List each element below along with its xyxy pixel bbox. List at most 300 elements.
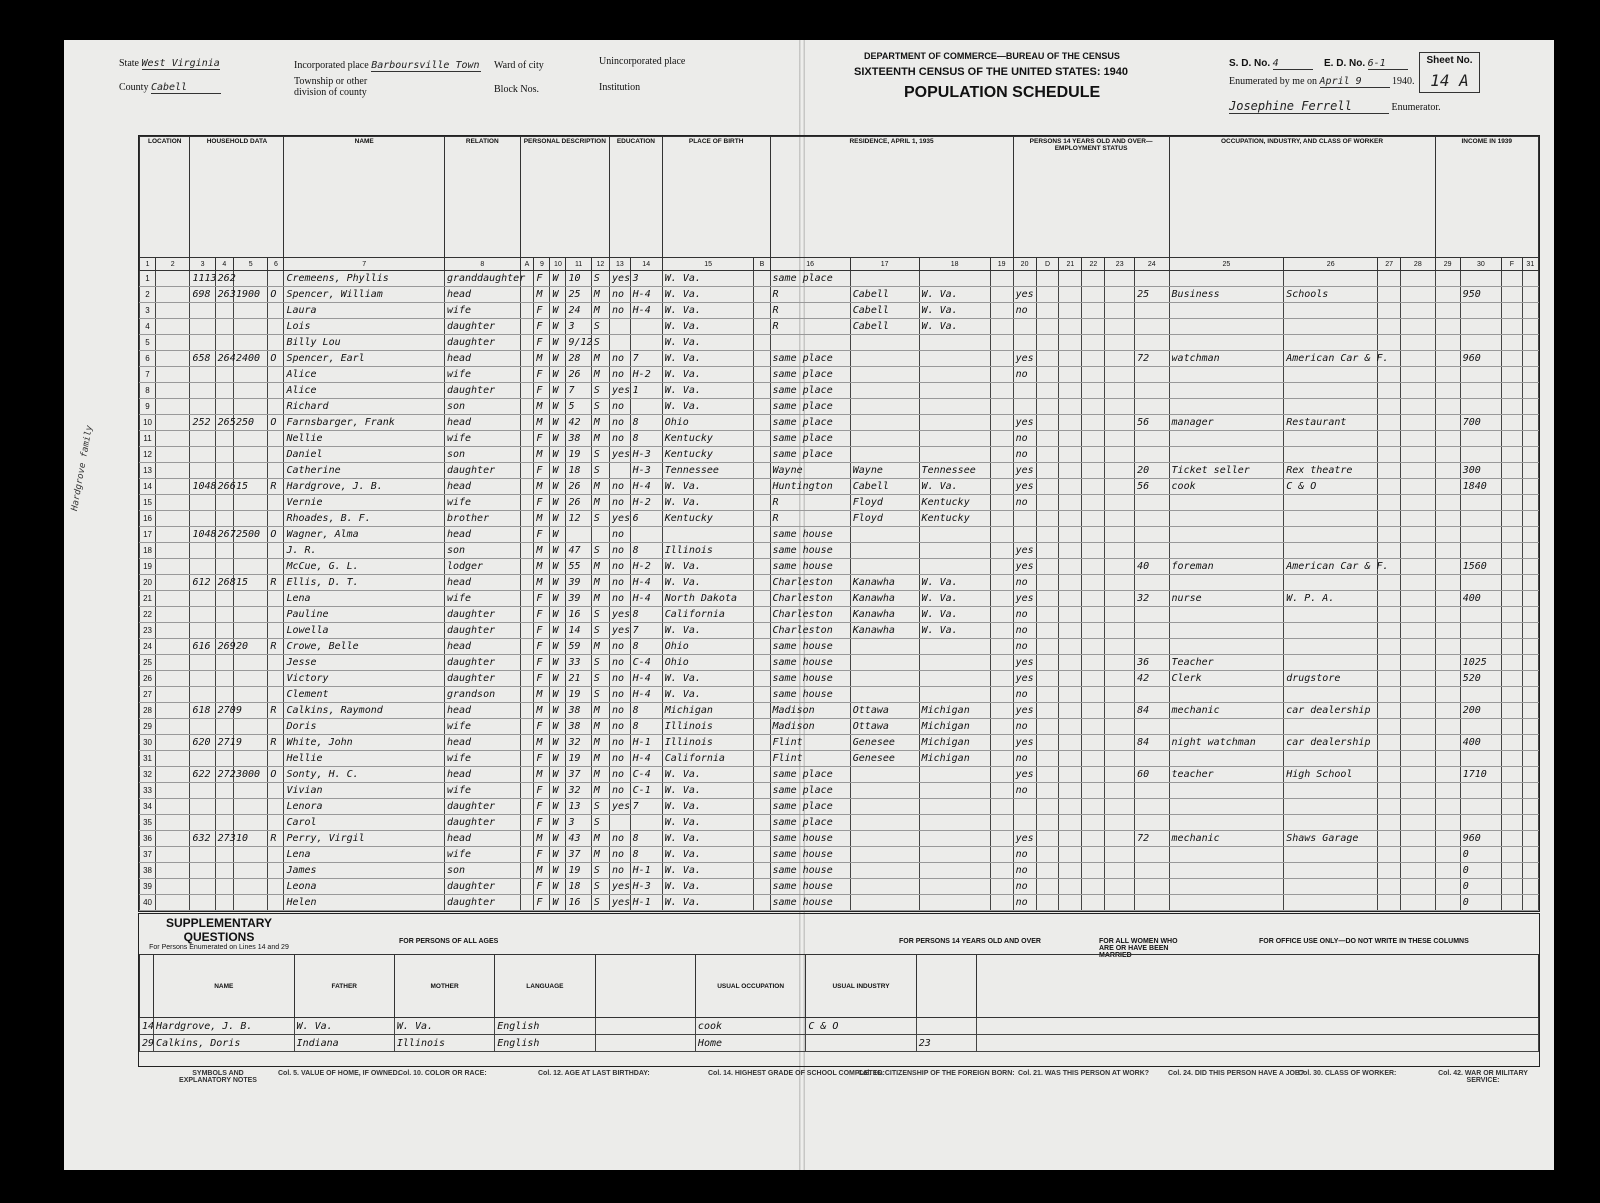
- cell-name: Vivian: [284, 783, 445, 799]
- cell-empty: [1502, 767, 1523, 783]
- cell-race: W: [550, 831, 566, 847]
- cell-age: 39: [566, 575, 591, 591]
- cell-empty: [1435, 799, 1460, 815]
- margin-note: Hardgrove family: [70, 424, 95, 512]
- cell-birth: California: [662, 607, 754, 623]
- cell-race: W: [550, 655, 566, 671]
- column-number: 11: [566, 258, 591, 271]
- note-col42: Col. 42. WAR OR MILITARY SERVICE:: [1438, 1070, 1528, 1084]
- cell-state: [919, 431, 990, 447]
- cell-empty: [1059, 335, 1082, 351]
- cell-empty: [520, 335, 534, 351]
- cell-empty: [520, 415, 534, 431]
- cell-empty: [1105, 815, 1135, 831]
- cell-empty: [1105, 335, 1135, 351]
- cell-empty: [1435, 687, 1460, 703]
- cell-empty: [1378, 623, 1401, 639]
- cell-value: [234, 623, 268, 639]
- cell-empty: [1105, 607, 1135, 623]
- cell-race: W: [550, 751, 566, 767]
- cell-name: Vernie: [284, 495, 445, 511]
- cell-empty: [1059, 607, 1082, 623]
- cell-state: Kentucky: [919, 495, 990, 511]
- cell-empty: [1059, 463, 1082, 479]
- cell-empty: [156, 367, 190, 383]
- cell-ind: [1284, 543, 1378, 559]
- cell-res: Flint: [770, 735, 850, 751]
- cell-state: [919, 671, 990, 687]
- county-value: Cabell: [151, 82, 221, 94]
- cell-rel: daughter: [444, 879, 520, 895]
- group-office: FOR OFFICE USE ONLY—DO NOT WRITE IN THESE COLUMNS: [1259, 938, 1469, 945]
- cell-work: no: [1013, 879, 1036, 895]
- cell-empty: [1435, 559, 1460, 575]
- cell-owned: [268, 303, 284, 319]
- cell-rel: son: [444, 863, 520, 879]
- cell-ind: [1284, 399, 1378, 415]
- cell-empty: [520, 431, 534, 447]
- cell-ind: [1284, 655, 1378, 671]
- cell-empty: [1378, 863, 1401, 879]
- cell-empty: [1502, 639, 1523, 655]
- cell-empty: [1502, 351, 1523, 367]
- cell-empty: [1036, 463, 1059, 479]
- cell-empty: [1522, 607, 1538, 623]
- cell-line: 36: [140, 831, 156, 847]
- cell-age: 21: [566, 671, 591, 687]
- cell-ind: [1284, 799, 1378, 815]
- cell-school: no: [610, 847, 631, 863]
- cell-county: Genesee: [850, 735, 919, 751]
- cell-grade: H-3: [630, 463, 662, 479]
- cell-line: 38: [140, 863, 156, 879]
- cell-mar: M: [591, 591, 609, 607]
- cell-empty: [1401, 575, 1435, 591]
- cell-res: same place: [770, 367, 850, 383]
- cell-empty: [1435, 751, 1460, 767]
- group-all-ages: FOR PERSONS OF ALL AGES: [399, 938, 499, 945]
- cell-empty: [990, 287, 1013, 303]
- cell-res: same place: [770, 815, 850, 831]
- cell-house: 698: [190, 287, 215, 303]
- cell-empty: [1378, 287, 1401, 303]
- cell-empty: [520, 703, 534, 719]
- cell-school: yes: [610, 623, 631, 639]
- cell-name: James: [284, 863, 445, 879]
- cell-value: [234, 399, 268, 415]
- cell-value: 10: [234, 831, 268, 847]
- cell-empty: [1435, 735, 1460, 751]
- cell-hours: 56: [1135, 479, 1169, 495]
- cell-empty: [156, 271, 190, 287]
- cell-occ: [1169, 511, 1284, 527]
- cell-sex: M: [534, 687, 550, 703]
- cell-sex: M: [534, 479, 550, 495]
- cell-empty: [1059, 575, 1082, 591]
- cell-res: Charleston: [770, 575, 850, 591]
- cell-fam: 262: [215, 271, 233, 287]
- cell-owned: [268, 399, 284, 415]
- cell-age: 32: [566, 735, 591, 751]
- cell-empty: [1435, 591, 1460, 607]
- cell-work: no: [1013, 447, 1036, 463]
- cell-income: 700: [1460, 415, 1501, 431]
- supp-cell-occ: cook: [695, 1018, 805, 1035]
- cell-state: W. Va.: [919, 479, 990, 495]
- cell-line: 13: [140, 463, 156, 479]
- cell-res: same place: [770, 783, 850, 799]
- column-number: 7: [284, 258, 445, 271]
- cell-county: [850, 399, 919, 415]
- cell-race: W: [550, 735, 566, 751]
- cell-empty: [156, 831, 190, 847]
- column-number: 6: [268, 258, 284, 271]
- cell-empty: [1105, 351, 1135, 367]
- column-number: 30: [1460, 258, 1501, 271]
- cell-empty: [156, 623, 190, 639]
- cell-ind: [1284, 607, 1378, 623]
- cell-empty: [990, 271, 1013, 287]
- cell-ind: drugstore: [1284, 671, 1378, 687]
- cell-school: [610, 463, 631, 479]
- cell-sex: F: [534, 895, 550, 911]
- cell-empty: [1502, 271, 1523, 287]
- cell-name: Farnsbarger, Frank: [284, 415, 445, 431]
- cell-mar: S: [591, 687, 609, 703]
- cell-name: Lenora: [284, 799, 445, 815]
- cell-empty: [1502, 479, 1523, 495]
- cell-empty: [1036, 527, 1059, 543]
- cell-income: 1840: [1460, 479, 1501, 495]
- cell-birth: W. Va.: [662, 623, 754, 639]
- cell-rel: wife: [444, 591, 520, 607]
- cell-empty: [1036, 895, 1059, 911]
- cell-name: Daniel: [284, 447, 445, 463]
- cell-empty: [1435, 463, 1460, 479]
- census-sheet: [64, 40, 1554, 1170]
- cell-income: [1460, 495, 1501, 511]
- cell-county: Cabell: [850, 479, 919, 495]
- cell-empty: [1082, 815, 1105, 831]
- cell-house: [190, 895, 215, 911]
- cell-value: [234, 495, 268, 511]
- cell-empty: [1082, 511, 1105, 527]
- cell-empty: [520, 495, 534, 511]
- cell-hours: [1135, 799, 1169, 815]
- cell-house: [190, 543, 215, 559]
- cell-empty: [1036, 319, 1059, 335]
- cell-empty: [1401, 319, 1435, 335]
- cell-empty: [520, 367, 534, 383]
- cell-occ: [1169, 447, 1284, 463]
- cell-empty: [1105, 751, 1135, 767]
- cell-name: White, John: [284, 735, 445, 751]
- sheet-box: [1419, 52, 1480, 93]
- cell-county: Ottawa: [850, 703, 919, 719]
- cell-empty: [1522, 575, 1538, 591]
- cell-empty: [520, 815, 534, 831]
- cell-mar: M: [591, 735, 609, 751]
- cell-empty: [754, 639, 770, 655]
- county-field: [119, 82, 221, 94]
- cell-empty: [754, 399, 770, 415]
- cell-name: Rhoades, B. F.: [284, 511, 445, 527]
- schedule-title: POPULATION SCHEDULE: [904, 84, 1101, 101]
- cell-school: no: [610, 543, 631, 559]
- supp-cell-line: 14: [140, 1018, 154, 1035]
- cell-income: [1460, 303, 1501, 319]
- cell-empty: [990, 415, 1013, 431]
- cell-value: [234, 271, 268, 287]
- cell-empty: [1378, 703, 1401, 719]
- cell-value: 15: [234, 479, 268, 495]
- cell-work: [1013, 799, 1036, 815]
- cell-birth: North Dakota: [662, 591, 754, 607]
- group-14-over: FOR PERSONS 14 YEARS OLD AND OVER: [899, 938, 1041, 945]
- cell-empty: [1036, 479, 1059, 495]
- cell-empty: [1435, 879, 1460, 895]
- cell-empty: [1502, 287, 1523, 303]
- cell-hours: [1135, 527, 1169, 543]
- cell-ind: [1284, 271, 1378, 287]
- cell-empty: [1378, 495, 1401, 511]
- cell-mar: M: [591, 783, 609, 799]
- cell-grade: 3: [630, 271, 662, 287]
- note-col5: Col. 5. VALUE OF HOME, IF OWNED:: [278, 1070, 400, 1077]
- cell-owned: [268, 543, 284, 559]
- cell-income: [1460, 543, 1501, 559]
- cell-empty: [1378, 591, 1401, 607]
- cell-state: [919, 895, 990, 911]
- cell-empty: [1082, 367, 1105, 383]
- cell-fam: [215, 751, 233, 767]
- cell-age: 37: [566, 847, 591, 863]
- cell-value: 2400: [234, 351, 268, 367]
- cell-empty: [1036, 591, 1059, 607]
- cell-empty: [754, 383, 770, 399]
- cell-empty: [1401, 591, 1435, 607]
- cell-name: Cremeens, Phyllis: [284, 271, 445, 287]
- cell-grade: [630, 399, 662, 415]
- cell-rel: head: [444, 351, 520, 367]
- cell-empty: [754, 559, 770, 575]
- cell-name: Billy Lou: [284, 335, 445, 351]
- cell-empty: [990, 703, 1013, 719]
- group-income: INCOME IN 1939: [1435, 137, 1538, 258]
- cell-state: [919, 271, 990, 287]
- column-number: 29: [1435, 258, 1460, 271]
- cell-empty: [1036, 703, 1059, 719]
- cell-occ: [1169, 719, 1284, 735]
- enumerated-label: Enumerated by me on: [1229, 76, 1318, 87]
- cell-res: same house: [770, 671, 850, 687]
- cell-school: no: [610, 527, 631, 543]
- cell-empty: [1082, 639, 1105, 655]
- cell-race: W: [550, 351, 566, 367]
- column-number: 4: [215, 258, 233, 271]
- cell-owned: [268, 623, 284, 639]
- cell-empty: [520, 303, 534, 319]
- cell-state: [919, 447, 990, 463]
- cell-empty: [1435, 767, 1460, 783]
- cell-owned: [268, 271, 284, 287]
- column-number: 24: [1135, 258, 1169, 271]
- cell-empty: [990, 479, 1013, 495]
- cell-name: Lena: [284, 847, 445, 863]
- cell-house: [190, 879, 215, 895]
- cell-birth: W. Va.: [662, 815, 754, 831]
- cell-ind: [1284, 495, 1378, 511]
- cell-ind: High School: [1284, 767, 1378, 783]
- cell-occ: foreman: [1169, 559, 1284, 575]
- cell-empty: [1502, 895, 1523, 911]
- cell-empty: [1036, 575, 1059, 591]
- cell-empty: [1378, 463, 1401, 479]
- cell-race: W: [550, 607, 566, 623]
- cell-income: [1460, 399, 1501, 415]
- cell-house: [190, 847, 215, 863]
- cell-age: 33: [566, 655, 591, 671]
- cell-hours: [1135, 383, 1169, 399]
- cell-rel: head: [444, 703, 520, 719]
- cell-empty: [1082, 335, 1105, 351]
- cell-house: [190, 431, 215, 447]
- cell-empty: [156, 335, 190, 351]
- cell-empty: [1522, 767, 1538, 783]
- cell-fam: [215, 671, 233, 687]
- cell-mar: M: [591, 479, 609, 495]
- cell-empty: [1036, 639, 1059, 655]
- cell-empty: [1435, 335, 1460, 351]
- cell-rel: daughter: [444, 895, 520, 911]
- cell-birth: W. Va.: [662, 847, 754, 863]
- cell-empty: [520, 543, 534, 559]
- cell-birth: California: [662, 751, 754, 767]
- enumerator-name: Josephine Ferrell: [1229, 100, 1389, 114]
- cell-empty: [754, 463, 770, 479]
- cell-empty: [1036, 735, 1059, 751]
- cell-empty: [1105, 367, 1135, 383]
- cell-empty: [1522, 863, 1538, 879]
- cell-county: [850, 351, 919, 367]
- cell-empty: [1502, 655, 1523, 671]
- cell-sex: F: [534, 463, 550, 479]
- cell-state: [919, 847, 990, 863]
- cell-rel: son: [444, 399, 520, 415]
- cell-birth: W. Va.: [662, 495, 754, 511]
- supp-cell-married_age: 23: [916, 1035, 976, 1052]
- table-row: [140, 879, 1539, 895]
- table-row: [140, 703, 1539, 719]
- cell-school: [610, 335, 631, 351]
- cell-grade: H-1: [630, 735, 662, 751]
- cell-empty: [1105, 623, 1135, 639]
- cell-rel: granddaughter: [444, 271, 520, 287]
- cell-owned: [268, 559, 284, 575]
- cell-empty: [1522, 879, 1538, 895]
- cell-mar: S: [591, 511, 609, 527]
- cell-work: [1013, 271, 1036, 287]
- cell-empty: [1502, 447, 1523, 463]
- cell-house: 658: [190, 351, 215, 367]
- cell-empty: [754, 527, 770, 543]
- cell-birth: W. Va.: [662, 799, 754, 815]
- cell-empty: [754, 271, 770, 287]
- cell-empty: [1105, 767, 1135, 783]
- cell-work: [1013, 511, 1036, 527]
- cell-hours: 60: [1135, 767, 1169, 783]
- cell-school: no: [610, 591, 631, 607]
- cell-fam: [215, 895, 233, 911]
- cell-income: 0: [1460, 895, 1501, 911]
- cell-county: Wayne: [850, 463, 919, 479]
- cell-rel: head: [444, 831, 520, 847]
- cell-occ: [1169, 543, 1284, 559]
- cell-empty: [1522, 735, 1538, 751]
- cell-income: 950: [1460, 287, 1501, 303]
- cell-empty: [520, 847, 534, 863]
- cell-state: [919, 399, 990, 415]
- cell-value: 9: [234, 703, 268, 719]
- cell-empty: [1435, 543, 1460, 559]
- cell-hours: [1135, 895, 1169, 911]
- cell-mar: S: [591, 383, 609, 399]
- cell-work: no: [1013, 895, 1036, 911]
- cell-ind: [1284, 511, 1378, 527]
- cell-mar: M: [591, 847, 609, 863]
- cell-empty: [1522, 271, 1538, 287]
- cell-empty: [1105, 655, 1135, 671]
- cell-value: [234, 463, 268, 479]
- cell-empty: [1105, 447, 1135, 463]
- cell-grade: H-4: [630, 575, 662, 591]
- cell-race: W: [550, 479, 566, 495]
- cell-sex: F: [534, 751, 550, 767]
- cell-empty: [1435, 479, 1460, 495]
- cell-race: W: [550, 639, 566, 655]
- cell-empty: [1522, 495, 1538, 511]
- cell-race: W: [550, 863, 566, 879]
- cell-hours: [1135, 495, 1169, 511]
- cell-state: Michigan: [919, 751, 990, 767]
- cell-school: no: [610, 367, 631, 383]
- column-number: 20: [1013, 258, 1036, 271]
- cell-fam: 265: [215, 415, 233, 431]
- cell-line: 7: [140, 367, 156, 383]
- cell-rel: lodger: [444, 559, 520, 575]
- cell-age: 13: [566, 799, 591, 815]
- cell-fam: [215, 687, 233, 703]
- cell-empty: [520, 607, 534, 623]
- cell-value: 15: [234, 575, 268, 591]
- cell-county: Cabell: [850, 287, 919, 303]
- cell-line: 33: [140, 783, 156, 799]
- cell-fam: [215, 799, 233, 815]
- cell-fam: [215, 383, 233, 399]
- cell-state: W. Va.: [919, 623, 990, 639]
- cell-house: [190, 671, 215, 687]
- cell-empty: [1401, 655, 1435, 671]
- cell-empty: [520, 879, 534, 895]
- cell-county: Genesee: [850, 751, 919, 767]
- cell-state: [919, 351, 990, 367]
- cell-empty: [1059, 895, 1082, 911]
- table-row: [140, 287, 1539, 303]
- group-education: EDUCATION: [610, 137, 663, 258]
- supplementary-subtitle: For Persons Enumerated on Lines 14 and 29: [149, 944, 289, 951]
- cell-name: Helen: [284, 895, 445, 911]
- supp-header-line: [140, 955, 154, 1018]
